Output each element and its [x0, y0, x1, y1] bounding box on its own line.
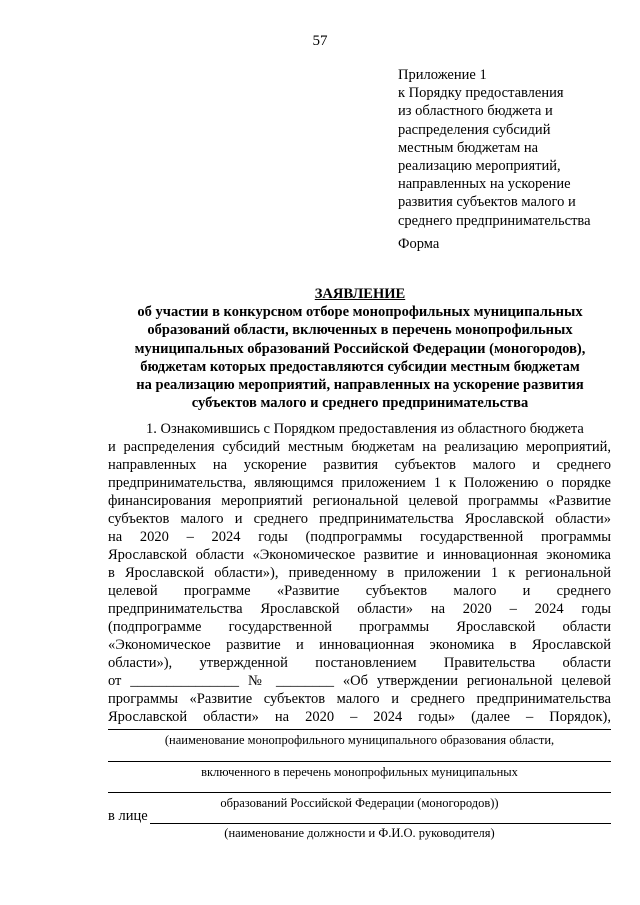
body-line: в Ярославской области»), приведенному в приложении 1 к региональной: [108, 565, 611, 581]
body-line: Ярославской области «Экономическое развитие и инновационная экономика: [108, 547, 611, 563]
title-line: об участии в конкурсном отборе монопрофильных муниципальных: [137, 304, 583, 321]
appendix-line: реализацию мероприятий,: [398, 158, 561, 175]
municipality-fill-line[interactable]: [108, 729, 611, 730]
body-line: области»), утвержденной постановлением Правительства области: [108, 655, 611, 671]
body-line: субъектов малого и среднего предпринимательства Ярославской области»: [108, 511, 611, 527]
body-line: целевой программе «Развитие субъектов малого и среднего: [108, 583, 611, 599]
municipality-caption: включенного в перечень монопрофильных муниципальных: [201, 765, 518, 779]
appendix-line: местным бюджетам на: [398, 139, 539, 156]
body-line: и распределения субсидий местным бюджетам на реализацию мероприятий,: [108, 439, 611, 455]
title-line: муниципальных образований Российской Федерации (моногородов),: [134, 340, 586, 357]
body-line: направленных на ускорение развития субъектов малого и среднего: [108, 457, 611, 473]
page-number: 57: [312, 33, 328, 49]
appendix-line: Приложение 1: [398, 67, 487, 83]
municipality-fill-line[interactable]: [108, 792, 611, 793]
municipality-fill-line[interactable]: [108, 761, 611, 762]
body-line: предпринимательства Ярославской области» на 2020 – 2024 годы: [108, 601, 611, 617]
body-line: (подпрограмме государственной программы Ярославской области: [108, 619, 611, 635]
body-line: предпринимательства, являющимся приложением 1 к Положению о порядке: [108, 475, 611, 491]
body-line: «Экономическое развитие и инновационная экономика в Ярославской: [108, 637, 611, 653]
title-line: субъектов малого и среднего предпринимательства: [191, 395, 529, 412]
document-title: [100, 285, 620, 412]
in-person-label: в лице: [108, 808, 148, 824]
body-line: финансирования мероприятий региональной целевой программы «Развитие: [108, 493, 611, 509]
municipality-caption: (наименование монопрофильного муниципального образования области,: [164, 733, 555, 747]
appendix-line: к Порядку предоставления: [398, 85, 564, 102]
appendix-line: направленных на ускорение: [398, 176, 571, 193]
appendix-line: среднего предпринимательства: [398, 212, 591, 229]
body-line: на 2020 – 2024 годы (подпрограммы государственной программы: [108, 529, 611, 545]
appendix-header: [398, 66, 628, 230]
title-line: бюджетам которых предоставляются субсидии местным бюджетам: [140, 358, 580, 375]
appendix-line: распределения субсидий: [398, 121, 551, 138]
in-person-fill-line[interactable]: [150, 823, 611, 824]
body-line: программы «Развитие субъектов малого и среднего предпринимательства: [108, 691, 611, 707]
appendix-line: из областного бюджета и: [398, 103, 553, 120]
title-main: ЗАЯВЛЕНИЕ: [314, 286, 406, 302]
body-line: 1. Ознакомившись с Порядком предоставления из областного бюджета: [146, 421, 584, 437]
body-paragraph: [108, 420, 611, 726]
municipality-caption: образований Российской Федерации (моногородов)): [220, 796, 499, 810]
body-line: Ярославской области» на 2020 – 2024 годы» (далее – Порядок),: [108, 709, 611, 725]
title-line: образований области, включенных в перечень монопрофильных: [147, 322, 573, 339]
body-line: от _______________ № ________ «Об утверждении региональной целевой: [108, 673, 611, 689]
position-caption: (наименование должности и Ф.И.О. руководителя): [224, 826, 495, 840]
form-label: Форма: [398, 236, 440, 252]
title-line: на реализацию мероприятий, направленных на ускорение развития: [136, 377, 584, 394]
appendix-line: развития субъектов малого и: [398, 194, 576, 211]
